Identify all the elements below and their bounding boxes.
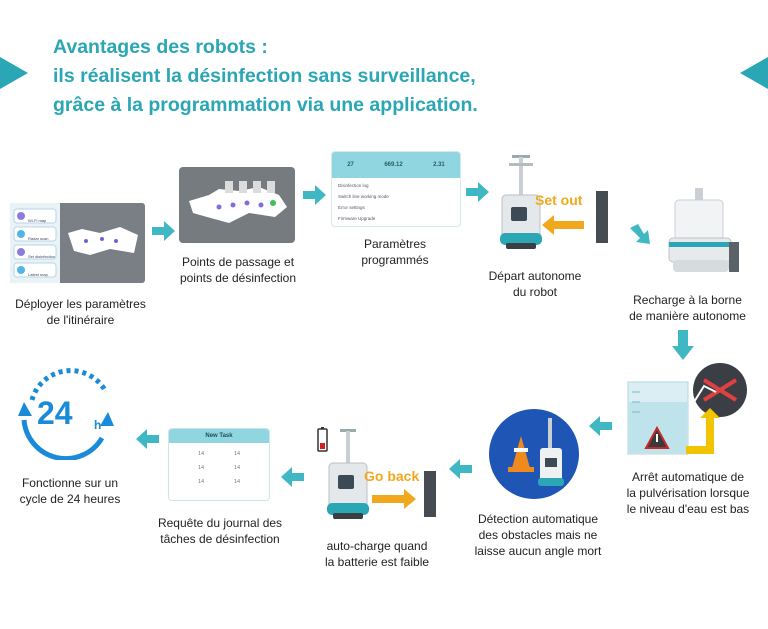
params-header (332, 152, 460, 178)
caption-obstacles (468, 511, 608, 559)
step-recharge (663, 188, 743, 280)
caption-line: des obstacles mais ne (478, 528, 598, 542)
caption-params (340, 236, 450, 268)
caption-deploy (8, 296, 153, 328)
right-corner-triangle (740, 57, 768, 89)
step-params-app (331, 151, 461, 227)
page-title (53, 33, 653, 120)
caption-depart (480, 268, 590, 300)
go-back-label: Go back (364, 468, 420, 484)
log-cell: 14 (233, 451, 241, 457)
caption-line: Requête du journal des (157, 516, 283, 530)
stat-value: 2.31 (433, 162, 445, 168)
menu-item-4: Latest map (28, 272, 48, 277)
water-tank-warning-image (624, 362, 754, 457)
deploy-menu-labels (28, 212, 55, 284)
caption-line: Paramètres (363, 237, 427, 251)
caption-line: la pulvérisation lorsque (626, 486, 750, 500)
params-row: Firmware Upgrade (338, 216, 376, 221)
caption-line: Détection automatique (477, 512, 599, 526)
caption-line: tâches de désinfection (160, 532, 280, 546)
set-out-label: Set out (535, 192, 583, 208)
title-line-3: grâce à la programmation via une application. (53, 94, 478, 116)
log-cell: 14 (197, 451, 205, 457)
caption-line: laisse aucun angle mort (474, 544, 602, 558)
caption-water (612, 469, 764, 517)
menu-item-2: Radar scan (28, 236, 49, 241)
flow-arrow-left (280, 466, 304, 488)
stat-value: 669.12 (384, 162, 403, 168)
caption-line: de manière autonome (629, 309, 746, 323)
flow-arrow-left (588, 415, 612, 437)
left-corner-triangle (0, 57, 28, 89)
flow-arrow-down-right (628, 222, 652, 246)
params-row: Error settings (338, 205, 365, 210)
caption-line: Fonctionne sur un (21, 476, 119, 490)
caption-line: Déployer les paramètres (15, 297, 146, 311)
step-autocharge (312, 425, 442, 525)
step-water-level (624, 362, 754, 457)
caption-log (150, 515, 290, 547)
caption-line: le niveau d'eau est bas (626, 502, 750, 516)
waypoint-map-image (179, 167, 295, 243)
caption-line: points de désinfection (179, 271, 297, 285)
log-cell: 14 (233, 479, 241, 485)
caption-line: Départ autonome (488, 269, 582, 283)
log-cell: 14 (197, 465, 205, 471)
flow-arrow-left (448, 458, 472, 480)
flow-arrow-right (303, 184, 327, 206)
params-row: Disinfection log (338, 183, 369, 188)
menu-item-1: Wi-Fi map (28, 218, 47, 223)
caption-line: du robot (512, 285, 558, 299)
caption-waypoints (170, 254, 306, 286)
step-deploy (10, 203, 145, 283)
step-depart (492, 155, 612, 255)
obstacle-detection-image (488, 408, 588, 500)
title-line-2: ils réalisent la désinfection sans surveillance, (53, 65, 476, 87)
caption-cycle (10, 475, 130, 507)
caption-line: de l'itinéraire (46, 313, 115, 327)
cycle-unit: h (94, 418, 102, 432)
caption-line: Recharge à la borne (633, 293, 742, 307)
log-panel-title: New Task (169, 429, 269, 443)
step-waypoints (179, 167, 295, 243)
menu-item-3: Set disinfection (28, 254, 56, 259)
caption-recharge (620, 292, 755, 324)
stat-value: 27 (347, 162, 354, 168)
params-row: Switch line working mode (338, 194, 389, 199)
caption-line: auto-charge quand (326, 539, 428, 553)
flow-arrow-down (672, 330, 694, 360)
log-cell: 14 (233, 465, 241, 471)
cycle-number: 24 (37, 395, 73, 431)
step-cycle (10, 368, 122, 460)
flow-arrow-right (152, 220, 176, 242)
flow-arrow-left (135, 428, 159, 450)
title-line-1: Avantages des robots : (53, 36, 268, 58)
caption-line: la batterie est faible (324, 555, 430, 569)
flow-arrow-right (466, 181, 490, 203)
log-cell: 14 (197, 479, 205, 485)
caption-autocharge (318, 538, 436, 570)
caption-line: programmés (361, 253, 429, 267)
caption-line: cycle de 24 heures (19, 492, 121, 506)
step-obstacles (488, 408, 588, 500)
step-log-panel (168, 428, 270, 501)
caption-line: Points de passage et (181, 255, 295, 269)
robot-charging-image (663, 188, 743, 280)
caption-line: Arrêt automatique de (631, 470, 745, 484)
